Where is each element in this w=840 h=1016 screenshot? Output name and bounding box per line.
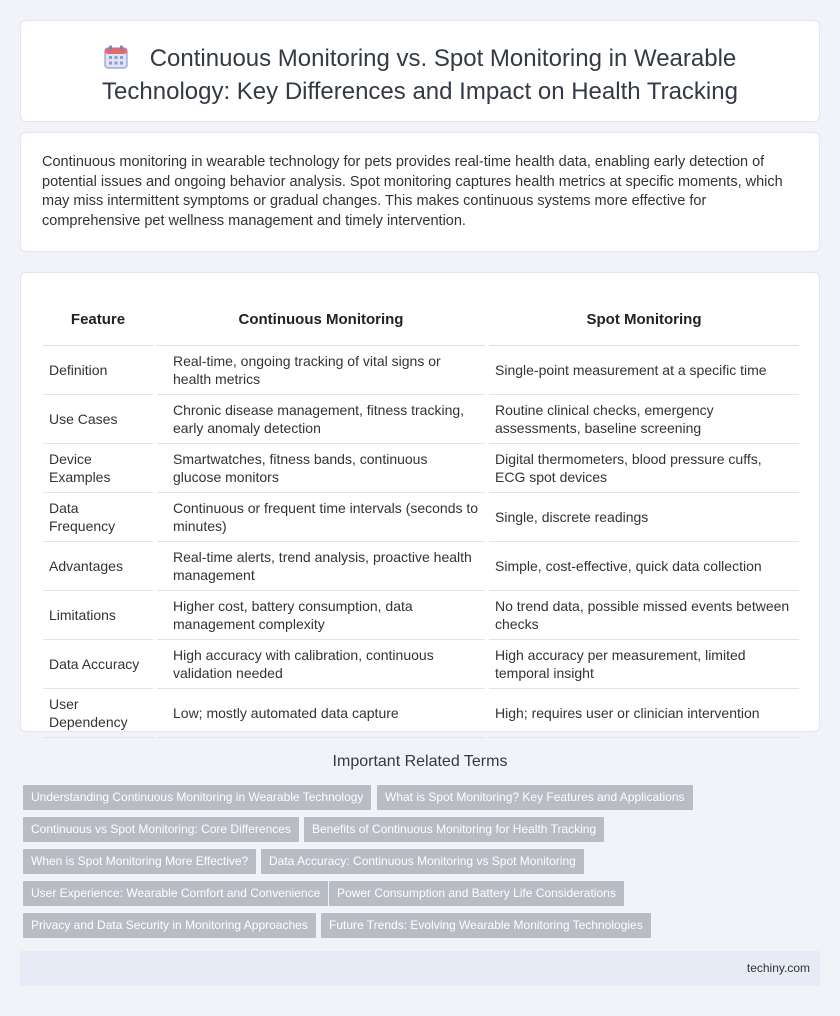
related-term-tag[interactable]: What is Spot Monitoring? Key Features and Applications bbox=[377, 785, 693, 810]
row-feature-cell: Device Examples bbox=[43, 444, 153, 493]
related-terms-title: Important Related Terms bbox=[332, 753, 508, 770]
row-spot-cell: Single, discrete readings bbox=[489, 493, 799, 542]
comparison-table-card bbox=[20, 272, 820, 732]
table-row bbox=[43, 689, 799, 738]
row-continuous-cell: Real-time alerts, trend analysis, proactive health management bbox=[157, 542, 485, 591]
row-spot-cell: Single-point measurement at a specific time bbox=[489, 346, 799, 395]
page-title-text: Continuous Monitoring vs. Spot Monitoring in Wearable Technology: Key Differences and Impact on Health Tracking bbox=[102, 45, 738, 105]
related-term-tag[interactable]: User Experience: Wearable Comfort and Convenience bbox=[23, 881, 328, 906]
related-term-tag[interactable]: Data Accuracy: Continuous Monitoring vs Spot Monitoring bbox=[261, 849, 584, 874]
page-title bbox=[61, 44, 779, 107]
related-term-tag[interactable]: Privacy and Data Security in Monitoring Approaches bbox=[23, 913, 316, 938]
footer bbox=[20, 951, 820, 986]
row-feature-cell: Advantages bbox=[43, 542, 153, 591]
row-continuous-cell: High accuracy with calibration, continuous validation needed bbox=[157, 640, 485, 689]
related-term-tag[interactable]: When is Spot Monitoring More Effective? bbox=[23, 849, 256, 874]
row-continuous-cell: Smartwatches, fitness bands, continuous glucose monitors bbox=[157, 444, 485, 493]
related-term-tag[interactable]: Continuous vs Spot Monitoring: Core Differences bbox=[23, 817, 299, 842]
table-row bbox=[43, 542, 799, 591]
row-continuous-cell: Higher cost, battery consumption, data management complexity bbox=[157, 591, 485, 640]
table-header-row bbox=[43, 297, 799, 346]
row-spot-cell: Simple, cost-effective, quick data collection bbox=[489, 542, 799, 591]
table-row bbox=[43, 591, 799, 640]
related-term-tag[interactable]: Power Consumption and Battery Life Considerations bbox=[329, 881, 624, 906]
comparison-table bbox=[43, 297, 799, 738]
row-feature-cell: Limitations bbox=[43, 591, 153, 640]
row-feature-cell: Data Frequency bbox=[43, 493, 153, 542]
row-spot-cell: High; requires user or clinician intervention bbox=[489, 689, 799, 738]
row-continuous-cell: Low; mostly automated data capture bbox=[157, 689, 485, 738]
table-row bbox=[43, 395, 799, 444]
footer-site-link[interactable]: techiny.com bbox=[746, 961, 810, 975]
table-row bbox=[43, 346, 799, 395]
row-spot-cell: High accuracy per measurement, limited temporal insight bbox=[489, 640, 799, 689]
row-feature-cell: Definition bbox=[43, 346, 153, 395]
row-spot-cell: Digital thermometers, blood pressure cuffs, ECG spot devices bbox=[489, 444, 799, 493]
row-feature-cell: Data Accuracy bbox=[43, 640, 153, 689]
header-feature: Feature bbox=[43, 297, 153, 346]
related-term-tag[interactable]: Future Trends: Evolving Wearable Monitoring Technologies bbox=[321, 913, 651, 938]
row-feature-cell: Use Cases bbox=[43, 395, 153, 444]
row-continuous-cell: Real-time, ongoing tracking of vital signs or health metrics bbox=[157, 346, 485, 395]
row-continuous-cell: Continuous or frequent time intervals (seconds to minutes) bbox=[157, 493, 485, 542]
calendar-icon bbox=[104, 45, 128, 77]
row-spot-cell: Routine clinical checks, emergency assessments, baseline screening bbox=[489, 395, 799, 444]
table-row bbox=[43, 444, 799, 493]
header-spot: Spot Monitoring bbox=[489, 297, 799, 346]
row-feature-cell: User Dependency bbox=[43, 689, 153, 738]
row-spot-cell: No trend data, possible missed events between checks bbox=[489, 591, 799, 640]
related-term-tag[interactable]: Understanding Continuous Monitoring in Wearable Technology bbox=[23, 785, 371, 810]
title-card bbox=[20, 20, 820, 122]
row-continuous-cell: Chronic disease management, fitness tracking, early anomaly detection bbox=[157, 395, 485, 444]
table-row bbox=[43, 493, 799, 542]
intro-paragraph: Continuous monitoring in wearable technology for pets provides real-time health data, enabling early detection of potential issues and ongoing behavior analysis. Spot monitoring captures health metrics at specific moments, which may miss intermittent symptoms or gradual changes. This makes continuous systems more effective for comprehensive pet wellness management and timely intervention. bbox=[42, 154, 783, 229]
header-continuous: Continuous Monitoring bbox=[157, 297, 485, 346]
table-row bbox=[43, 640, 799, 689]
related-term-tag[interactable]: Benefits of Continuous Monitoring for Health Tracking bbox=[304, 817, 604, 842]
intro-card bbox=[20, 132, 820, 252]
